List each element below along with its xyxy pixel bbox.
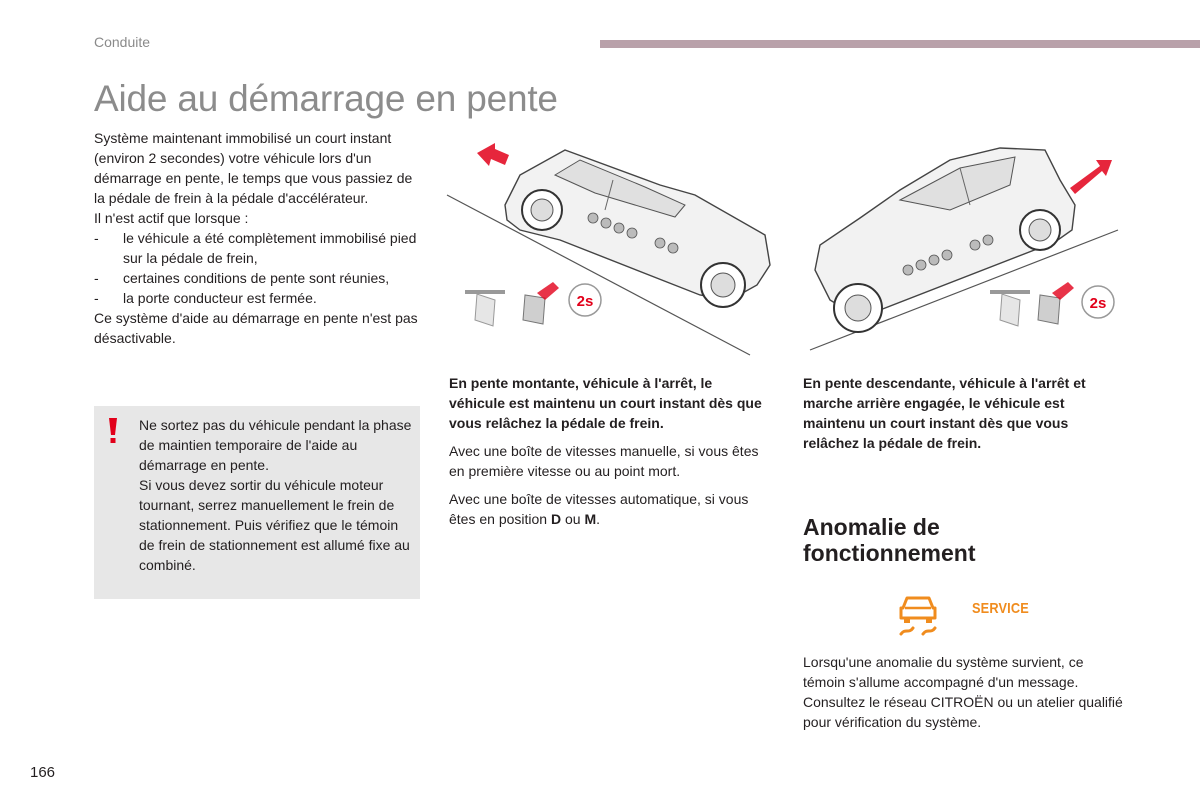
downhill-car-illustration <box>800 130 1130 355</box>
intro-text <box>94 128 424 348</box>
timer-badge <box>569 284 601 316</box>
condition-list <box>94 228 424 308</box>
intro-paragraph: Système maintenant immobilisé un court instant (environ 2 secondes) votre véhicule lors d'un démarrage en pente, le temps que vous passiez de la pédale de frein à la pédale d'accélérateur. <box>94 130 413 206</box>
warning-line: Ne sortez pas du véhicule pendant la phase de maintien temporaire de l'aide au démarrage en pente. <box>139 417 412 473</box>
anomaly-heading <box>803 514 1103 566</box>
downhill-description <box>803 373 1123 461</box>
downhill-car-icon <box>815 148 1075 332</box>
list-item-text: le véhicule a été complètement immobilisé pied sur la pédale de frein, <box>123 230 417 266</box>
auto-gearbox-prefix: Avec une boîte de vitesses automatique, si vous êtes en position <box>449 491 749 527</box>
header-accent-bar <box>600 40 1200 48</box>
anomaly-heading-line: Anomalie de <box>803 514 940 540</box>
page-title: Aide au démarrage en pente <box>94 78 558 119</box>
gear-m-label: M <box>584 511 597 527</box>
auto-gearbox-suffix: . <box>596 511 601 527</box>
intro-note: Ce système d'aide au démarrage en pente n'est pas désactivable. <box>94 310 418 346</box>
bullet-dash: - <box>94 290 99 306</box>
timer-label: 2s <box>576 293 594 310</box>
downhill-caption: En pente descendante, véhicule à l'arrêt et marche arrière engagée, le véhicule est maintenu un court instant dès que vous relâchez la pédale de frein. <box>803 375 1086 451</box>
list-item <box>94 288 424 308</box>
exclamation-icon <box>108 418 118 444</box>
anomaly-heading-line: fonctionnement <box>803 540 976 566</box>
timer-badge <box>1082 286 1114 318</box>
gear-d-label: D <box>550 511 562 527</box>
page-number: 166 <box>30 764 56 781</box>
anomaly-text <box>803 652 1123 732</box>
list-item-text: certaines conditions de pente sont réunies, <box>123 270 390 286</box>
uphill-car-icon <box>505 150 770 307</box>
bullet-dash: - <box>94 270 99 286</box>
intro-condition-lead: Il n'est actif que lorsque : <box>94 210 249 226</box>
pedal-icon <box>465 282 559 326</box>
warning-text <box>139 415 414 575</box>
list-item <box>94 228 424 268</box>
section-label: Conduite <box>94 34 151 50</box>
pedal-icon <box>990 282 1074 326</box>
warning-line: Si vous devez sortir du véhicule moteur tournant, serrez manuellement le frein de stationnement. Puis vérifiez que le témoin de frein de stationnement est allumé fixe au combiné. <box>139 477 410 573</box>
uphill-caption: En pente montante, véhicule à l'arrêt, le véhicule est maintenu un court instant dès que vous relâchez la pédale de frein. <box>449 375 762 431</box>
bullet-dash: - <box>94 230 99 246</box>
downhill-arrow-icon <box>1070 160 1112 194</box>
traction-warning-icon <box>893 590 943 638</box>
auto-gearbox-text <box>449 489 769 529</box>
uphill-car-illustration <box>445 135 780 360</box>
service-label: SERVICE <box>972 600 1029 617</box>
uphill-description <box>449 373 769 537</box>
auto-gearbox-connector: ou <box>561 511 585 527</box>
warning-box <box>94 406 420 599</box>
timer-label: 2s <box>1089 295 1107 312</box>
anomaly-paragraph: Lorsqu'une anomalie du système survient, ce témoin s'allume accompagné d'un message. Consultez le réseau CITROËN ou un atelier qualifié pour vérification du système. <box>803 654 1123 730</box>
list-item-text: la porte conducteur est fermée. <box>123 290 317 306</box>
list-item <box>94 268 424 288</box>
manual-gearbox-text: Avec une boîte de vitesses manuelle, si vous êtes en première vitesse ou au point mort. <box>449 443 759 479</box>
uphill-arrow-icon <box>477 143 509 166</box>
